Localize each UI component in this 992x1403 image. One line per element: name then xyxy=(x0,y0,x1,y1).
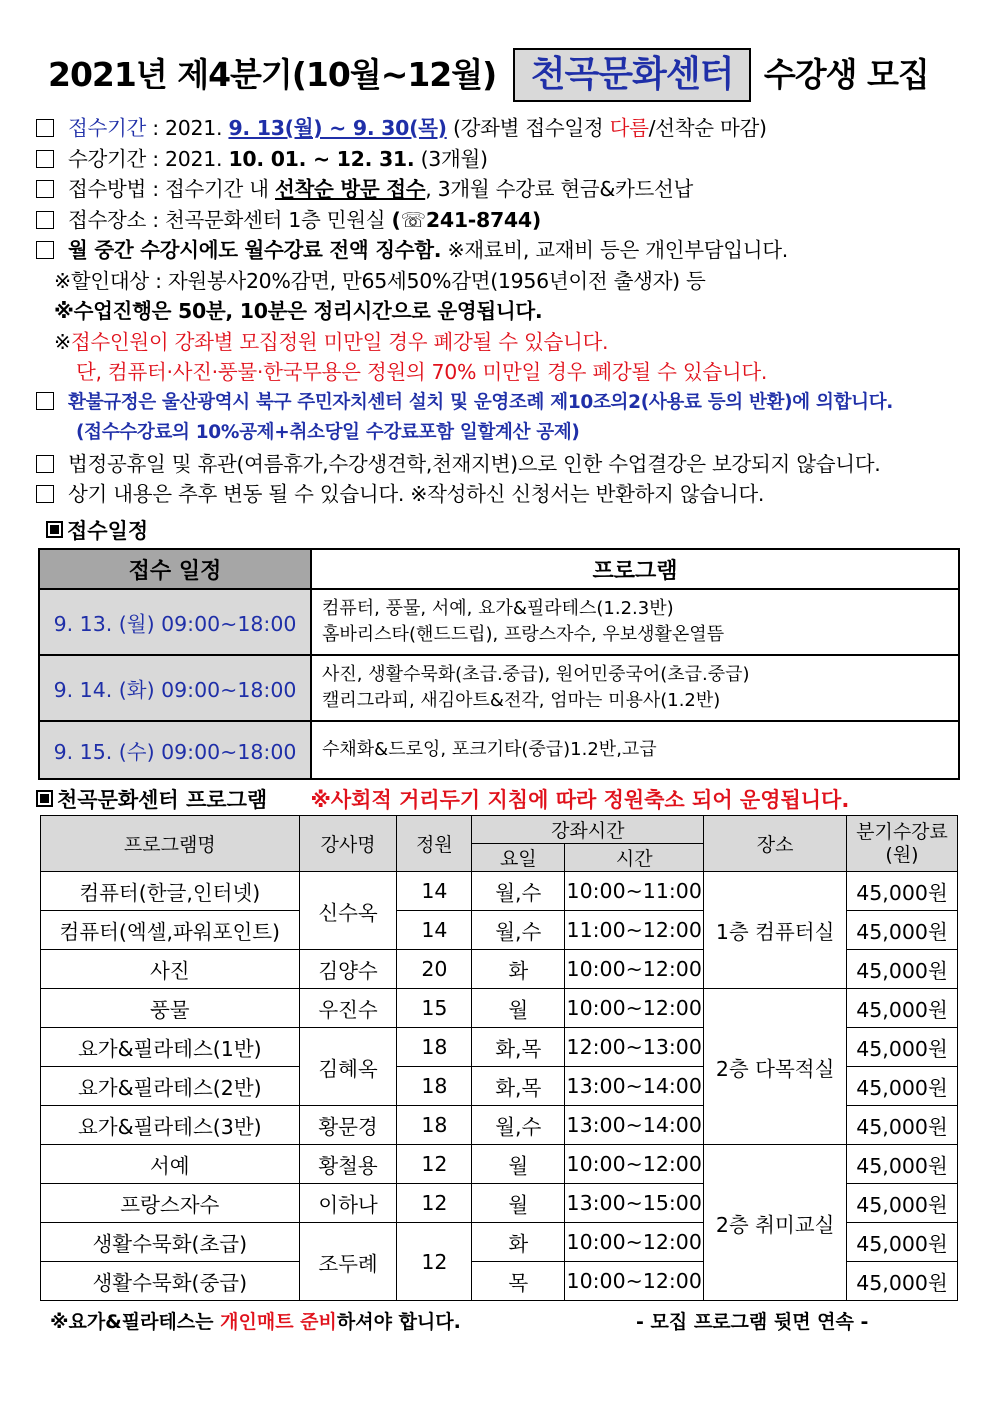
schedule-programs-line: 사진, 생활수묵화(초급.중급), 원어민중국어(초급.중급) xyxy=(322,664,750,685)
info-discount: ※할인대상 : 자원봉사20%감면, 만65세50%감면(1956년이전 출생자) 등 xyxy=(54,268,706,293)
program-time: 10:00~12:00 xyxy=(565,950,704,989)
schedule-programs-line: 컴퓨터, 풍물, 서예, 요가&필라테스(1.2.3반) xyxy=(322,598,674,619)
info-cancel xyxy=(36,327,981,358)
col-time-group: 강좌시간 xyxy=(472,816,704,844)
program-capacity: 12 xyxy=(397,1145,472,1184)
schedule-date: 9. 13. (월) 09:00~18:00 xyxy=(39,589,311,655)
title-prefix: 2021년 제4분기(10월~12월) xyxy=(48,55,497,94)
course-label: 수강기간 : 2021. xyxy=(68,146,229,171)
info-monthly-fee xyxy=(36,235,981,266)
schedule-programs-line: 수채화&드로잉, 포크기타(중급)1.2반,고급 xyxy=(322,739,657,760)
course-dates: 10. 01. ~ 12. 31. xyxy=(228,146,415,171)
program-table xyxy=(40,815,958,1301)
change-text: 상기 내용은 추후 변동 될 수 있습니다. ※작성하신 신청서는 반환하지 않습니다. xyxy=(68,482,765,506)
program-name: 서예 xyxy=(41,1145,300,1184)
reg-note-a: (강좌별 접수일정 xyxy=(446,116,610,140)
schedule-programs-line: 홈바리스타(핸드드립), 프랑스자수, 우보생활온열뜸 xyxy=(322,624,725,645)
program-day: 화 xyxy=(472,950,565,989)
program-name: 생활수묵화(초급) xyxy=(41,1223,300,1262)
schedule-heading xyxy=(46,515,148,545)
info-course-period xyxy=(36,144,981,175)
program-capacity: 14 xyxy=(397,911,472,950)
col-fee-line: 분기수강료 xyxy=(856,820,948,843)
col-capacity: 정원 xyxy=(397,816,472,872)
program-place: 2층 다목적실 xyxy=(704,989,847,1145)
program-day: 월,수 xyxy=(472,872,565,911)
table-row xyxy=(41,872,958,911)
checkbox-icon xyxy=(36,455,54,473)
program-fee: 45,000원 xyxy=(847,1184,958,1223)
page-title xyxy=(48,48,948,104)
program-teacher: 우진수 xyxy=(299,989,397,1028)
program-time: 10:00~11:00 xyxy=(565,872,704,911)
program-notice: ※사회적 거리두기 지침에 따라 정원축소 되어 운영됩니다. xyxy=(310,788,850,812)
program-fee: 45,000원 xyxy=(847,1223,958,1262)
program-name: 사진 xyxy=(41,950,300,989)
schedule-col-program: 프로그램 xyxy=(311,549,959,589)
schedule-row xyxy=(39,721,959,779)
program-time: 12:00~13:00 xyxy=(565,1028,704,1067)
program-teacher: 조두례 xyxy=(299,1223,397,1301)
checkbox-icon xyxy=(36,150,54,168)
footer-continued: - 모집 프로그램 뒷면 연속 - xyxy=(636,1311,869,1333)
program-name: 요가&필라테스(2반) xyxy=(41,1067,300,1106)
schedule-header-row xyxy=(39,549,959,589)
program-name: 요가&필라테스(3반) xyxy=(41,1106,300,1145)
info-class-time: ※수업진행은 50분, 10분은 정리시간으로 운영됩니다. xyxy=(54,299,543,323)
schedule-col-date: 접수 일정 xyxy=(39,549,311,589)
schedule-row xyxy=(39,655,959,721)
program-fee: 45,000원 xyxy=(847,1067,958,1106)
info-section xyxy=(36,113,981,510)
program-teacher: 황문경 xyxy=(299,1106,397,1145)
schedule-programs xyxy=(311,655,959,721)
program-day: 월 xyxy=(472,1184,565,1223)
program-day: 월 xyxy=(472,989,565,1028)
reg-note-b: /선착순 마감) xyxy=(648,116,767,140)
program-time: 10:00~12:00 xyxy=(565,1262,704,1301)
col-teacher: 강사명 xyxy=(299,816,397,872)
info-registration-place xyxy=(36,205,981,236)
program-teacher: 김혜옥 xyxy=(299,1028,397,1106)
schedule-table xyxy=(38,548,960,780)
program-heading-text: 천곡문화센터 프로그램 xyxy=(57,788,268,812)
checkbox-icon xyxy=(36,392,54,410)
program-capacity: 12 xyxy=(397,1223,472,1301)
program-teacher: 김양수 xyxy=(299,950,397,989)
monthly-bold: 월 중간 수강시에도 월수강료 전액 징수함. xyxy=(68,238,442,262)
program-name: 컴퓨터(엑셀,파워포인트) xyxy=(41,911,300,950)
program-teacher: 신수옥 xyxy=(299,872,397,950)
checkbox-icon xyxy=(36,211,54,229)
refund-text: 환불규정은 울산광역시 북구 주민자치센터 설치 및 운영조례 제10조의2(사용료 등의 반환)에 의합니다. xyxy=(68,391,894,413)
cancel-mark: ※ xyxy=(54,329,71,354)
monthly-note: ※재료비, 교재비 등은 개인부담입니다. xyxy=(441,238,788,262)
program-place: 2층 취미교실 xyxy=(704,1145,847,1301)
program-day: 화 xyxy=(472,1223,565,1262)
place-phone: (☏241-8744) xyxy=(391,207,541,232)
program-fee: 45,000원 xyxy=(847,950,958,989)
table-row xyxy=(41,989,958,1028)
program-day: 화,목 xyxy=(472,1067,565,1106)
footer-yoga-b: 하셔야 합니다. xyxy=(336,1311,461,1333)
col-fee xyxy=(847,816,958,872)
col-fee-line: (원) xyxy=(885,843,919,866)
info-holiday xyxy=(36,449,981,480)
program-fee: 45,000원 xyxy=(847,872,958,911)
program-capacity: 18 xyxy=(397,1067,472,1106)
program-capacity: 15 xyxy=(397,989,472,1028)
program-capacity: 12 xyxy=(397,1184,472,1223)
col-time: 시간 xyxy=(565,844,704,872)
col-program-name: 프로그램명 xyxy=(41,816,300,872)
footer-yoga-note xyxy=(50,1307,461,1334)
program-fee: 45,000원 xyxy=(847,989,958,1028)
program-time: 10:00~12:00 xyxy=(565,1223,704,1262)
program-time: 10:00~12:00 xyxy=(565,1145,704,1184)
program-day: 월 xyxy=(472,1145,565,1184)
title-center-name: 천곡문화센터 xyxy=(513,48,752,102)
checkbox-icon xyxy=(36,180,54,198)
reg-dates: 9. 13(월) ~ 9. 30(목) xyxy=(228,116,447,140)
method-a: 접수방법 : 접수기간 내 xyxy=(68,177,275,201)
program-day: 월,수 xyxy=(472,1106,565,1145)
reg-label: 접수기간 xyxy=(68,116,147,140)
program-time: 10:00~12:00 xyxy=(565,989,704,1028)
method-b: , 3개월 수강료 현금&카드선납 xyxy=(425,177,694,201)
checkbox-icon xyxy=(36,485,54,503)
program-time: 11:00~12:00 xyxy=(565,911,704,950)
program-capacity: 18 xyxy=(397,1106,472,1145)
place-a: 접수장소 : 천곡문화센터 1층 민원실 xyxy=(68,207,392,232)
program-name: 풍물 xyxy=(41,989,300,1028)
program-place: 1층 컴퓨터실 xyxy=(704,872,847,989)
program-fee: 45,000원 xyxy=(847,1106,958,1145)
program-name: 요가&필라테스(1반) xyxy=(41,1028,300,1067)
program-teacher: 이하나 xyxy=(299,1184,397,1223)
program-day: 화,목 xyxy=(472,1028,565,1067)
cancel-red: 접수인원이 강좌별 모집정원 미만일 경우 폐강될 수 있습니다. xyxy=(70,329,609,354)
title-suffix: 수강생 모집 xyxy=(763,55,929,94)
info-refund xyxy=(36,388,981,419)
program-name: 컴퓨터(한글,인터넷) xyxy=(41,872,300,911)
schedule-programs-line: 캘리그라피, 새김아트&전각, 엄마는 미용사(1.2반) xyxy=(322,690,721,711)
info-change xyxy=(36,479,981,510)
footer-yoga-a: ※요가&필라테스는 xyxy=(50,1311,221,1333)
program-fee: 45,000원 xyxy=(847,1028,958,1067)
schedule-date: 9. 15. (수) 09:00~18:00 xyxy=(39,721,311,779)
program-header-row xyxy=(41,816,958,844)
checkbox-icon xyxy=(36,119,54,137)
program-day: 목 xyxy=(472,1262,565,1301)
method-underlined: 선착순 방문 접수 xyxy=(275,177,426,201)
program-teacher: 황철용 xyxy=(299,1145,397,1184)
schedule-heading-text: 접수일정 xyxy=(67,519,149,543)
schedule-row xyxy=(39,589,959,655)
program-time: 13:00~14:00 xyxy=(565,1067,704,1106)
course-note: (3개월) xyxy=(414,146,488,171)
program-day: 월,수 xyxy=(472,911,565,950)
program-capacity: 14 xyxy=(397,872,472,911)
square-bullet-icon xyxy=(46,521,63,538)
col-place: 장소 xyxy=(704,816,847,872)
schedule-date: 9. 14. (화) 09:00~18:00 xyxy=(39,655,311,721)
program-fee: 45,000원 xyxy=(847,1262,958,1301)
program-fee: 45,000원 xyxy=(847,1145,958,1184)
program-capacity: 18 xyxy=(397,1028,472,1067)
holiday-text: 법정공휴일 및 휴관(여름휴가,수강생견학,천재지변)으로 인한 수업결강은 보강되지 않습니다. xyxy=(68,451,881,476)
col-day: 요일 xyxy=(472,844,565,872)
program-time: 13:00~14:00 xyxy=(565,1106,704,1145)
schedule-programs xyxy=(311,589,959,655)
table-row xyxy=(41,1145,958,1184)
schedule-programs xyxy=(311,721,959,779)
program-capacity: 20 xyxy=(397,950,472,989)
info-registration-method xyxy=(36,174,981,205)
info-refund-detail: (접수수강료의 10%공제+취소당일 수강료포함 일할계산 공제) xyxy=(76,422,580,443)
program-fee: 45,000원 xyxy=(847,911,958,950)
reg-note-red: 다름 xyxy=(609,116,649,140)
footer-yoga-red: 개인매트 준비 xyxy=(220,1311,337,1333)
checkbox-icon xyxy=(36,241,54,259)
program-name: 프랑스자수 xyxy=(41,1184,300,1223)
info-registration-period xyxy=(36,113,981,144)
program-name: 생활수묵화(중급) xyxy=(41,1262,300,1301)
info-cancel-exception: 단, 컴퓨터·사진·풍물·한국무용은 정원의 70% 미만일 경우 폐강될 수 있습니다. xyxy=(76,360,768,384)
square-bullet-icon xyxy=(36,790,53,807)
program-time: 13:00~15:00 xyxy=(565,1184,704,1223)
program-heading xyxy=(36,784,849,814)
reg-colon: : 2021. xyxy=(146,116,229,140)
